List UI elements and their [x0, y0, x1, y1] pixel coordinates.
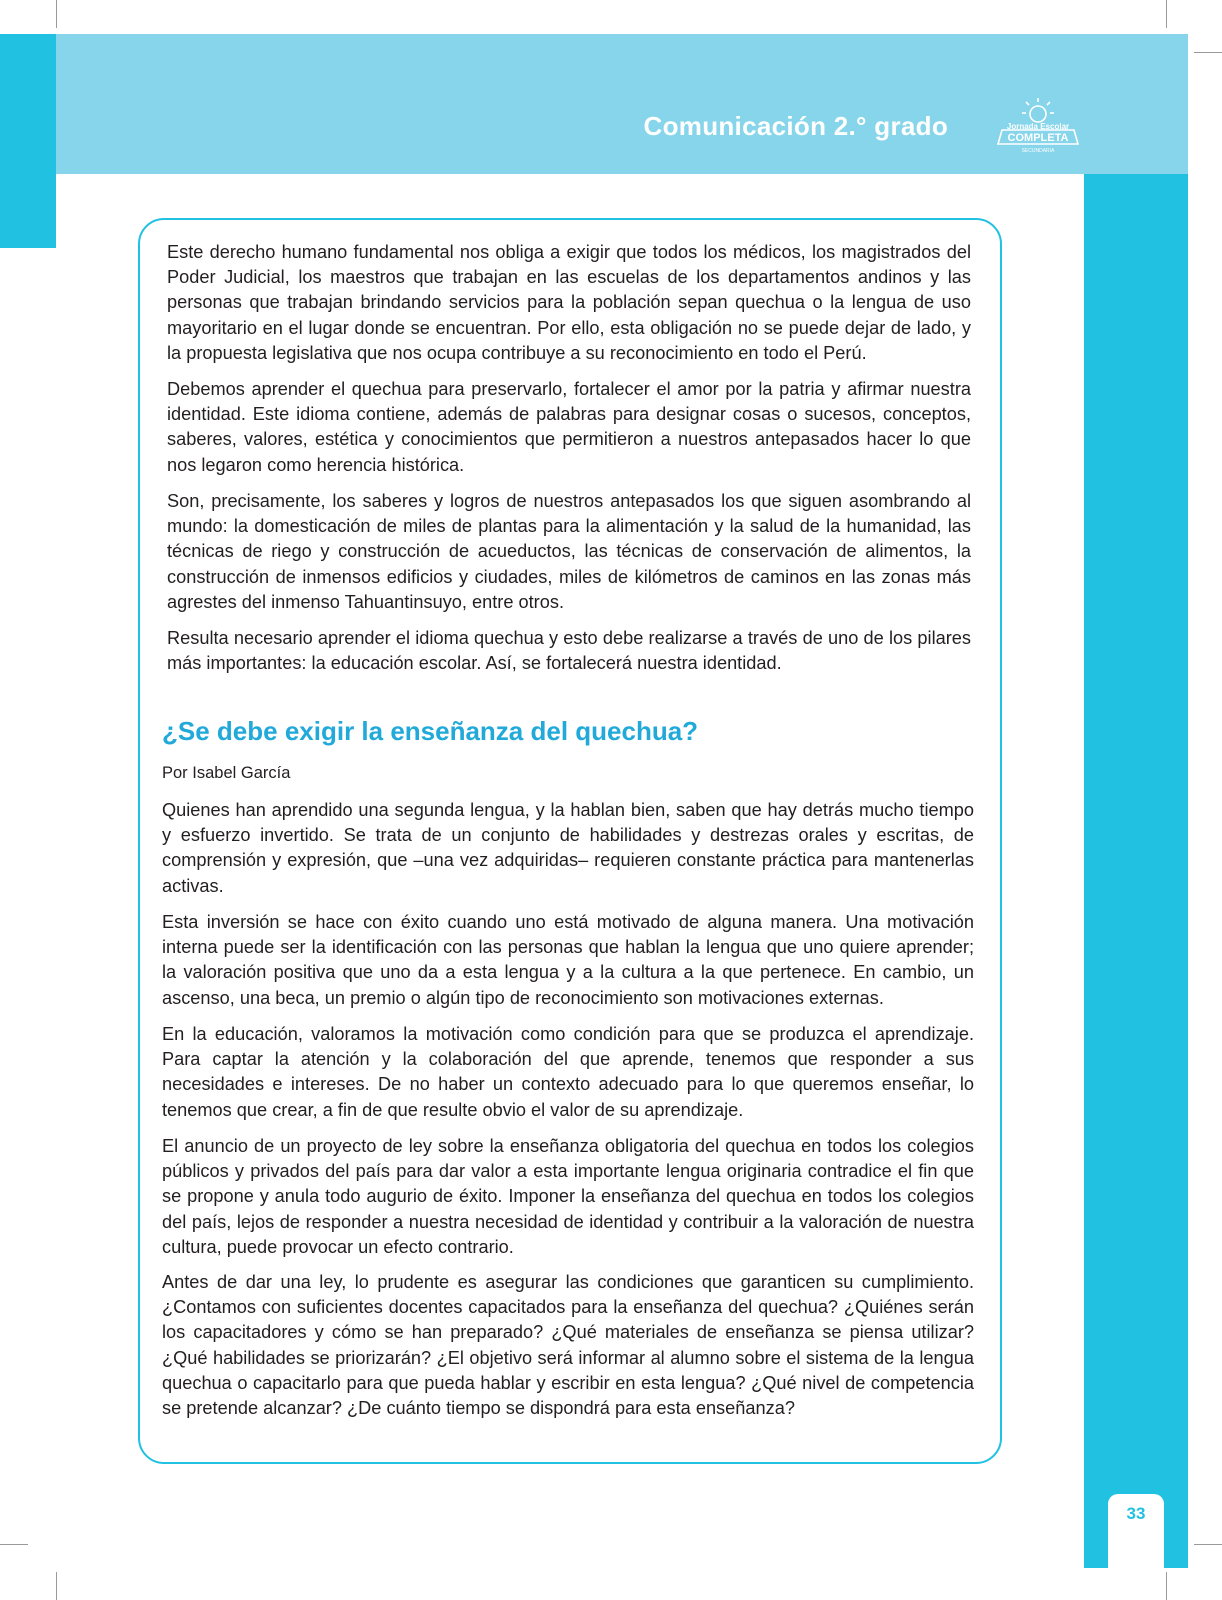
logo-line2: COMPLETA — [1007, 132, 1069, 144]
header-title: Comunicación 2.° grado — [643, 111, 948, 141]
right-accent-band — [1084, 174, 1188, 1568]
article-byline: Por Isabel García — [162, 764, 291, 782]
article-paragraph: El anuncio de un proyecto de ley sobre la enseñanza obligatoria del quechua en todos los colegios públicos y privados del país para dar valor a esta importante lengua originaria contradice el fin que se propone y anula todo augurio de éxito. Imponer la enseñanza del quechua en todos los colegios del país, lejos de responder a nuestra necesidad de identidad y contribuir a la valoración de nuestra cultura, puede provocar un efecto contrario. — [162, 1136, 974, 1257]
crop-mark — [1194, 52, 1222, 53]
crop-mark — [1194, 1544, 1222, 1545]
article-heading: ¿Se debe exigir la enseñanza del quechua? — [162, 716, 699, 746]
crop-mark — [1166, 0, 1167, 28]
article-paragraph: Quienes han aprendido una segunda lengua, y la hablan bien, saben que hay detrás mucho tiempo y esfuerzo invertido. Se trata de un conjunto de habilidades y destrezas orales y escritas, de comprensión y expresión, que –una vez adquiridas– requieren constante práctica para mantenerlas activas. — [162, 800, 974, 896]
crop-mark — [56, 0, 57, 28]
intro-paragraph: Resulta necesario aprender el idioma quechua y esto debe realizarse a través de uno de los pilares más importantes: la educación escolar. Así, se fortalecerá nuestra identidad. — [167, 628, 971, 674]
page-number: 33 — [1126, 1504, 1146, 1523]
crop-mark — [0, 1544, 28, 1545]
intro-paragraph: Debemos aprender el quechua para preservarlo, fortalecer el amor por la patria y afirmar nuestra identidad. Este idioma contiene, además de palabras para designar cosas o sucesos, conceptos, saberes, valores, estética y conocimientos que permitieron a nuestros antepasados hacer lo que nos legaron como herencia histórica. — [167, 379, 971, 475]
article-paragraph: Esta inversión se hace con éxito cuando uno está motivado de alguna manera. Una motivación interna puede ser la identificación con las personas que hablan la lengua que uno quiere aprender; la valoración positiva que uno da a esta lengua y a la cultura a la que pertenece. En cambio, un ascenso, una beca, un premio o algún tipo de reconocimiento son motivaciones externas. — [162, 912, 974, 1008]
logo-line3: SECUNDARIA — [1021, 148, 1055, 154]
school-logo-icon — [996, 96, 1080, 156]
crop-mark — [1166, 1572, 1167, 1600]
intro-paragraph: Este derecho humano fundamental nos obliga a exigir que todos los médicos, los magistrados del Poder Judicial, los maestros que trabajan en las escuelas de los departamentos andinos y las personas que trabajan brindando servicios para la población sepan quechua o la lengua de uso mayoritario en el lugar donde se encuentran. Por ello, esta obligación no se puede dejar de lado, y la propuesta legislativa que nos ocupa contribuye a su reconocimiento en todo el Perú. — [167, 242, 971, 363]
intro-paragraph: Son, precisamente, los saberes y logros de nuestros antepasados los que siguen asombrando al mundo: la domesticación de miles de plantas para la alimentación y la salud de la humanidad, las técnicas de riego y construcción de acueductos, las técnicas de conservación de alimentos, la construcción de inmensos edificios y ciudades, miles de kilómetros de caminos en las zonas más agrestes del inmenso Tahuantinsuyo, entre otros. — [167, 491, 971, 612]
logo-line1: Jornada Escolar — [1006, 122, 1070, 131]
crop-mark — [56, 1572, 57, 1600]
article-paragraph: Antes de dar una ley, lo prudente es asegurar las condiciones que garanticen su cumplimiento. ¿Contamos con suficientes docentes capacitados para la enseñanza del quechua? ¿Quiénes serán los capacitadores y cómo se han preparado? ¿Qué materiales de enseñanza se piensa utilizar? ¿Qué habilidades se priorizarán? ¿El objetivo será informar al alumno sobre el sistema de la lengua quechua o capacitarlo para que pueda hablar y escribir en esta lengua? ¿Qué nivel de competencia se pretende alcanzar? ¿De cuánto tiempo se dispondrá para esta enseñanza? — [162, 1272, 974, 1419]
left-accent-tab — [0, 34, 56, 248]
article-paragraph: En la educación, valoramos la motivación como condición para que se produzca el aprendizaje. Para captar la atención y la colaboración del que aprende, tenemos que responder a sus necesidades e intereses. De no haber un contexto adecuado para lo que queremos enseñar, lo tenemos que crear, a fin de que resulte obvio el valor de su aprendizaje. — [162, 1024, 974, 1120]
